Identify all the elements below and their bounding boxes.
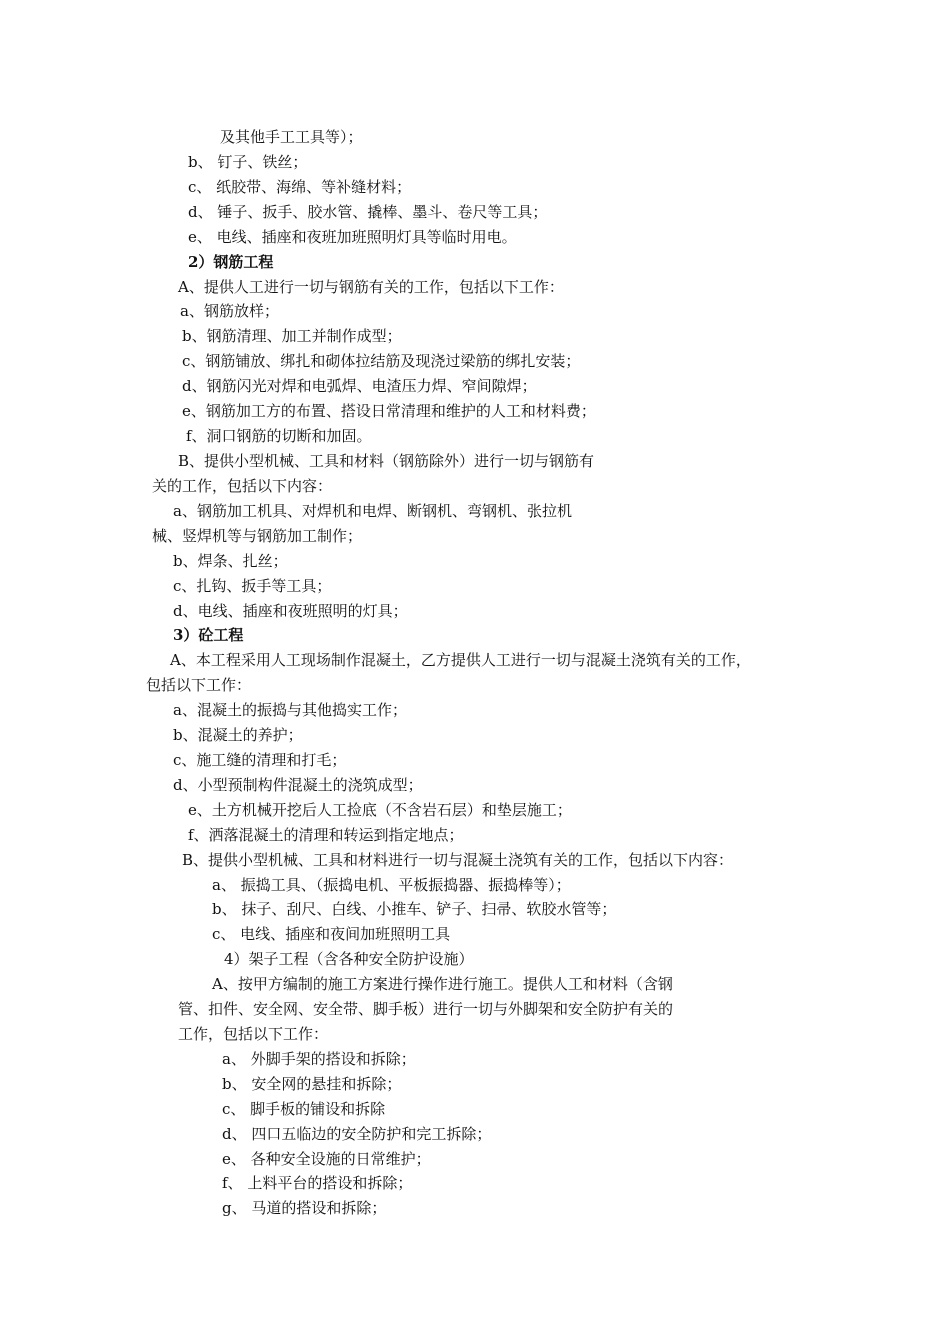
list-item: e、 电线、插座和夜班加班照明灯具等临时用电。 <box>188 228 517 246</box>
list-item: a、 振捣工具、（振捣电机、平板振捣器、振捣棒等）； <box>212 876 571 894</box>
list-item: b、 安全网的悬挂和拆除； <box>222 1075 402 1093</box>
list-item: c、 脚手板的铺设和拆除 <box>222 1100 386 1118</box>
paragraph-continuation: 包括以下工作： <box>146 676 252 694</box>
list-item: e、土方机械开挖后人工捡底（不含岩石层）和垫层施工； <box>188 801 572 819</box>
list-item: b、 抹子、刮尺、白线、小推车、铲子、扫帚、软胶水管等； <box>212 900 617 918</box>
list-item: a、 外脚手架的搭设和拆除； <box>222 1050 416 1068</box>
list-item: a、钢筋放样； <box>180 302 279 320</box>
list-item: f、洒落混凝土的清理和转运到指定地点； <box>188 826 464 844</box>
list-item: c、施工缝的清理和打毛； <box>173 751 347 769</box>
list-item: c、扎钩、扳手等工具； <box>173 577 332 595</box>
paragraph-continuation: 工作，包括以下工作： <box>178 1025 329 1043</box>
list-item: b、 钉子、铁丝； <box>188 153 308 171</box>
list-item: d、电线、插座和夜班照明的灯具； <box>173 602 408 620</box>
list-item: e、钢筋加工方的布置、搭设日常清理和维护的人工和材料费； <box>182 402 596 420</box>
list-item: f、 上料平台的搭设和拆除； <box>222 1174 413 1192</box>
list-item: d、 四口五临边的安全防护和完工拆除； <box>222 1125 492 1143</box>
paragraph: B、提供小型机械、工具和材料（钢筋除外）进行一切与钢筋有 <box>178 452 595 470</box>
text-line: 及其他手工工具等）； <box>220 128 363 146</box>
list-item: e、 各种安全设施的日常维护； <box>222 1150 431 1168</box>
paragraph: B、提供小型机械、工具和材料进行一切与混凝土浇筑有关的工作，包括以下内容： <box>182 851 734 869</box>
list-item: d、钢筋闪光对焊和电弧焊、电渣压力焊、窄间隙焊； <box>182 377 537 395</box>
section-heading: 3）砼工程 <box>173 626 244 644</box>
list-item-continuation: 械、竖焊机等与钢筋加工制作； <box>152 527 363 545</box>
paragraph-continuation: 关的工作，包括以下内容： <box>152 477 333 495</box>
paragraph: A、本工程采用人工现场制作混凝土，乙方提供人工进行一切与混凝土浇筑有关的工作， <box>170 651 751 669</box>
list-item: d、 锤子、扳手、胶水管、撬棒、墨斗、卷尺等工具； <box>188 203 548 221</box>
paragraph: A、提供人工进行一切与钢筋有关的工作，包括以下工作： <box>178 278 564 296</box>
list-item: a、混凝土的振捣与其他捣实工作； <box>173 701 407 719</box>
list-item: c、 纸胶带、海绵、等补缝材料； <box>188 178 412 196</box>
paragraph: A、按甲方编制的施工方案进行操作进行施工。提供人工和材料（含钢 <box>212 975 673 993</box>
list-item: g、 马道的搭设和拆除； <box>222 1199 387 1217</box>
section-heading: 4）架子工程（含各种安全防护设施） <box>224 950 474 968</box>
list-item: c、 电线、插座和夜间加班照明工具 <box>212 925 451 943</box>
list-item: f、洞口钢筋的切断和加固。 <box>186 427 372 445</box>
list-item: c、钢筋铺放、绑扎和砌体拉结筋及现浇过梁筋的绑扎安装； <box>182 352 581 370</box>
list-item: a、钢筋加工机具、对焊机和电焊、断钢机、弯钢机、张拉机 <box>173 502 572 520</box>
list-item: b、焊条、扎丝； <box>173 552 288 570</box>
list-item: b、混凝土的养护； <box>173 726 303 744</box>
list-item: d、小型预制构件混凝土的浇筑成型； <box>173 776 423 794</box>
section-heading: 2）钢筋工程 <box>188 253 274 271</box>
list-item: b、钢筋清理、加工并制作成型； <box>182 327 402 345</box>
paragraph-continuation: 管、扣件、安全网、安全带、脚手板）进行一切与外脚架和安全防护有关的 <box>178 1000 674 1018</box>
